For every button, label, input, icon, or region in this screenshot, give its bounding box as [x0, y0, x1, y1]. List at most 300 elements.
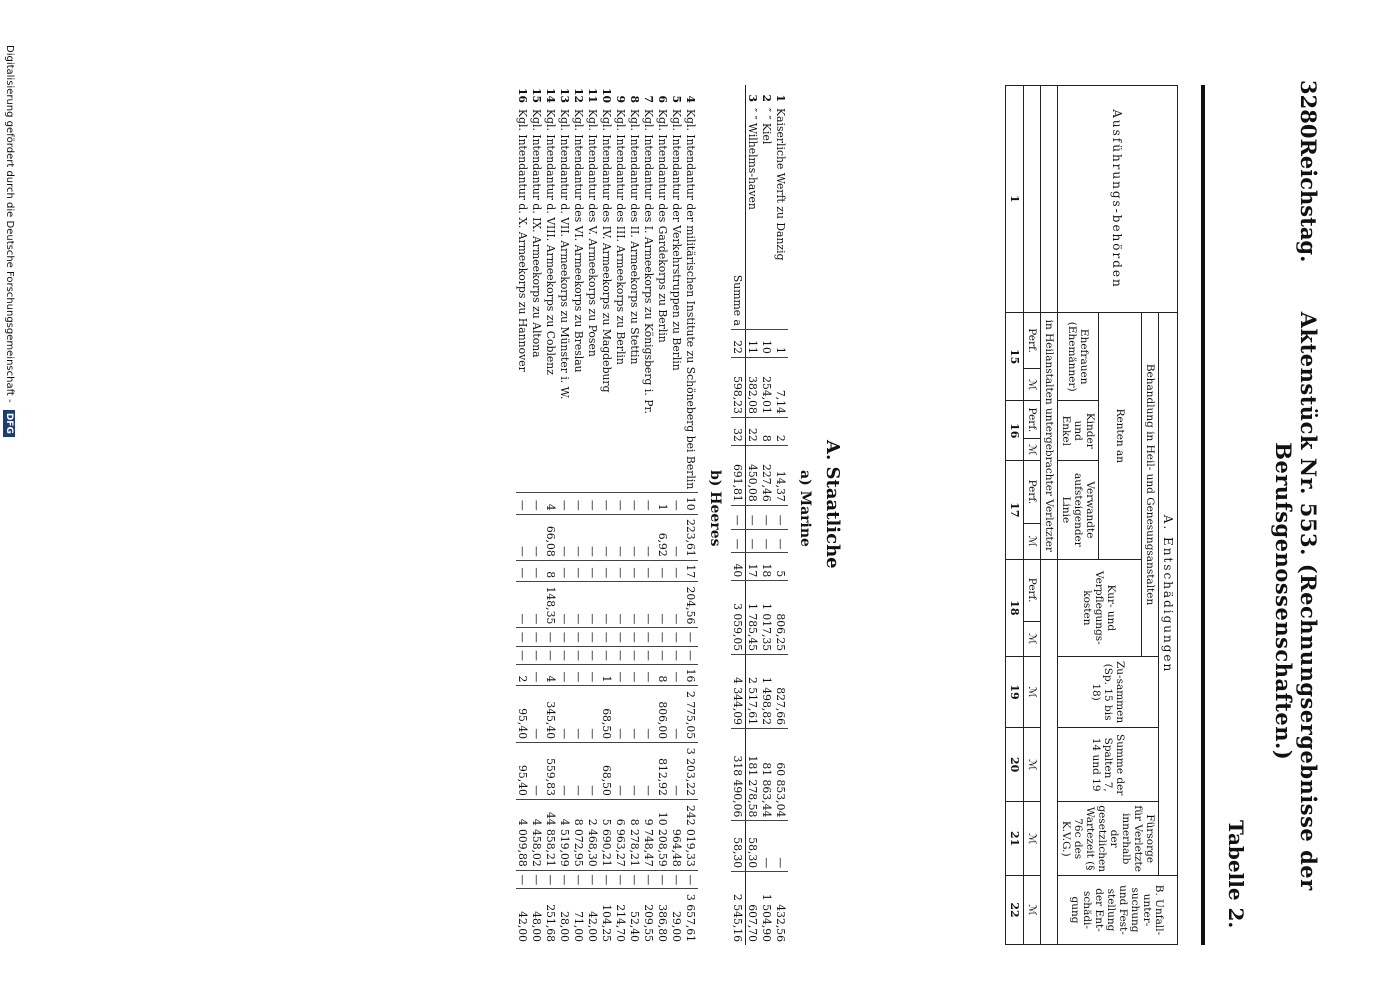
cell-c20: 4 519,09 [558, 799, 572, 870]
row-label: Kgl. Intendantur der Verkehrstruppen zu Berlin [670, 109, 684, 371]
cell-c18m: 95,40 [516, 686, 530, 743]
cell-c21: — [684, 870, 698, 888]
cell-c22: 251,68 [544, 889, 558, 945]
table-row [746, 85, 761, 945]
cell-c18p: — [614, 664, 628, 685]
cell-c16m: 227,46 [760, 445, 774, 505]
cell-c15m: 223,61 [684, 514, 698, 560]
cell-c15p: — [614, 493, 628, 514]
cell-c17p: — [614, 628, 628, 646]
table-row [760, 85, 774, 945]
cell-c17m: — [586, 646, 600, 664]
cell-c18p: 17 [746, 553, 761, 581]
table-row [530, 85, 544, 945]
heading-B-label: B. Unfall-unter-suchung und Fest-stellung der Ent-schädi-gung [1069, 884, 1166, 936]
cell-c20: 81 863,44 [760, 729, 774, 821]
cell-c16m: — [516, 582, 530, 628]
cell-c16p: 17 [684, 560, 698, 581]
cell-c16p: 8 [544, 560, 558, 581]
cell-c17p: — [760, 505, 774, 529]
row-label: Kgl. Intendantur des II. Armeekorps zu Stettin [628, 109, 642, 365]
row-number: 14 [544, 88, 558, 104]
heading-fuersorge [1058, 802, 1159, 876]
cell-c17p: — [774, 505, 788, 529]
row-label: Kgl. Intendantur des VI. Armeekorps zu Breslau [572, 109, 586, 373]
cell-c16p: — [586, 560, 600, 581]
cell-c15p: 1 [656, 493, 670, 514]
row-number: 4 [684, 95, 698, 104]
heading-kur-label: Kur- und Verpflegungs-kosten [1081, 571, 1118, 645]
cell-c15p: 10 [684, 493, 698, 514]
cell-c20: 4 009,88 [516, 799, 530, 870]
row-number: 9 [614, 95, 628, 104]
unit-spacer [1024, 86, 1041, 313]
cell-c16m: 148,35 [544, 582, 558, 628]
cell-c15m: — [558, 514, 572, 560]
cell-c18m: 1 785,45 [746, 581, 761, 655]
cell-c18m: — [572, 686, 586, 743]
cell-c16p: — [642, 560, 656, 581]
colnum-21: 21 [1006, 802, 1024, 876]
row-number: 6 [656, 95, 670, 104]
unit-pers-15: Perf. [1024, 313, 1041, 369]
cell-c16p: — [516, 560, 530, 581]
heer-rows [516, 85, 698, 945]
cell-c19: — [614, 743, 628, 800]
colnum-1: 1 [1006, 86, 1024, 313]
cell-c18p: — [572, 664, 586, 685]
row-label: Kgl. Intendantur der militärischen Institute zu Schöneberg bei Berlin [684, 109, 698, 490]
sum-cell-c18m: 3 059,05 [731, 581, 746, 655]
cell-c22: 432,56 [774, 872, 788, 945]
heading-kur [1058, 559, 1142, 656]
cell-c17p: — [642, 628, 656, 646]
colnum-18: 18 [1006, 559, 1024, 656]
cell-c21: — [628, 870, 642, 888]
cell-c19: 95,40 [516, 743, 530, 800]
cell-c17m: — [558, 646, 572, 664]
cell-c19: — [530, 743, 544, 800]
cell-c22: 3 657,61 [684, 889, 698, 945]
cell-c15p: — [558, 493, 572, 514]
table-row [684, 85, 698, 945]
cell-c17m: — [628, 646, 642, 664]
cell-c17p: — [558, 628, 572, 646]
heading-heilanstalten-label: in Heilanstalten untergebrachter Verletzter [1043, 319, 1055, 552]
heading-A-label: A. Entschädigungen [1161, 514, 1175, 674]
row-number: 11 [586, 88, 600, 104]
cell-c17p: — [600, 628, 614, 646]
table-row [558, 85, 572, 945]
cell-c19: — [642, 743, 656, 800]
cell-c21: — [642, 870, 656, 888]
cell-c17m: — [684, 646, 698, 664]
unit-mark-16: ℳ [1024, 439, 1041, 461]
cell-c19: 3 203,22 [684, 743, 698, 800]
cell-c15m: 7,14 [774, 357, 788, 417]
cell-c21: — [530, 870, 544, 888]
cell-c18p: — [628, 664, 642, 685]
cell-c20: 9 748,47 [642, 799, 656, 870]
cell-c16m: — [600, 582, 614, 628]
row-label: Kaiserliche Werft zu Danzig [774, 108, 788, 261]
cell-c17m: — [670, 646, 684, 664]
cell-c18p: 4 [544, 664, 558, 685]
cell-c20: 242 019,33 [684, 799, 698, 870]
cell-c15m: — [600, 514, 614, 560]
cell-c17p: — [516, 628, 530, 646]
row-number: 12 [572, 88, 586, 104]
cell-c15p: 11 [746, 330, 761, 358]
cell-c16m: — [530, 582, 544, 628]
cell-c22: 209,55 [642, 889, 656, 945]
table-row [628, 85, 642, 945]
sum-cell-c17m: — [731, 529, 746, 553]
cell-c19: 559,83 [544, 743, 558, 800]
cell-c16p: — [572, 560, 586, 581]
top-rule [1201, 85, 1205, 945]
unit-mark-21: ℳ [1024, 802, 1041, 876]
cell-c18m: — [670, 686, 684, 743]
cell-c15m: — [628, 514, 642, 560]
cell-c15p: — [586, 493, 600, 514]
cell-c20: 4 458,02 [530, 799, 544, 870]
row-number: 10 [600, 88, 614, 104]
cell-c22: 214,70 [614, 889, 628, 945]
table-row [572, 85, 586, 945]
cell-c22: 1 504,90 [760, 872, 774, 945]
colnum-19: 19 [1006, 657, 1024, 728]
cell-c17p: — [656, 628, 670, 646]
row-label: Kgl. Intendantur des IV. Armeekorps zu Magdeburg [600, 109, 614, 393]
heer-table [516, 85, 698, 945]
table-header [1005, 85, 1178, 945]
heading-zusammen-label: Zu-sammen (Sp. 15 bis 18) [1090, 660, 1126, 724]
cell-c15p: — [572, 493, 586, 514]
unit-pers-18: Perf. [1024, 559, 1041, 621]
cell-c18p: — [670, 664, 684, 685]
cell-c18m: 806,00 [656, 686, 670, 743]
cell-c15m: — [530, 514, 544, 560]
cell-c22: 42,00 [586, 889, 600, 945]
sum-cell-c15p: 22 [731, 330, 746, 358]
sum-cell-c17p: — [731, 505, 746, 529]
row-number: 1 [774, 94, 788, 102]
cell-c18m: — [642, 686, 656, 743]
row-label: Kgl. Intendantur des Gardekorps zu Berlin [656, 109, 670, 343]
cell-c15m: 254,01 [760, 357, 774, 417]
cell-c20: 964,48 [670, 799, 684, 870]
sum-spacer [731, 85, 746, 105]
row-number: 3 [746, 94, 760, 102]
cell-c19: — [572, 743, 586, 800]
cell-c16m: — [572, 582, 586, 628]
heading-A [1159, 313, 1178, 876]
col-behoerden [1058, 86, 1178, 313]
cell-c22: 28,00 [558, 889, 572, 945]
cell-c16p: — [628, 560, 642, 581]
heading-heilanstalten [1041, 313, 1058, 560]
cell-c15m: 6,92 [656, 514, 670, 560]
cell-c15p: — [530, 493, 544, 514]
cell-c19: — [628, 743, 642, 800]
heading-summe [1058, 728, 1159, 802]
marine-rows [731, 85, 788, 945]
sum-row [731, 85, 746, 945]
cell-c18p: 5 [774, 553, 788, 581]
cell-c21: — [600, 870, 614, 888]
cell-c19: 827,66 [774, 655, 788, 729]
cell-c20: 8 072,95 [572, 799, 586, 870]
cell-c21: — [670, 870, 684, 888]
row-number: 2 [760, 94, 774, 102]
cell-c15m: — [516, 514, 530, 560]
cell-c22: 386,80 [656, 889, 670, 945]
cell-c18p: 16 [684, 664, 698, 685]
heading-kinder [1058, 401, 1099, 461]
cell-c18m: 1 017,35 [760, 581, 774, 655]
cell-c15p: — [516, 493, 530, 514]
page-number: 3280 [1296, 80, 1321, 139]
cell-c22: 52,40 [628, 889, 642, 945]
cell-c20: 60 853,04 [774, 729, 788, 821]
cell-c17p: — [572, 628, 586, 646]
cell-c16p: 22 [746, 417, 761, 445]
cell-c18m: 68,50 [600, 686, 614, 743]
heading-renten [1099, 313, 1142, 560]
cell-c17m: — [746, 529, 761, 553]
cell-c19: 812,92 [656, 743, 670, 800]
cell-c15m: 66,08 [544, 514, 558, 560]
section-title: A. Staatliche [822, 440, 843, 569]
heading-renten-label: Renten an [1114, 408, 1126, 464]
cell-c15m: — [586, 514, 600, 560]
cell-c21: — [544, 870, 558, 888]
marine-table [731, 85, 788, 945]
cell-c16m: — [656, 582, 670, 628]
table-row [614, 85, 628, 945]
cell-c18m: 2 775,05 [684, 686, 698, 743]
table-row [600, 85, 614, 945]
heading-verwandte-label: Verwandte aufsteigender Linie [1060, 473, 1096, 547]
cell-c15p: — [628, 493, 642, 514]
col-behoerden-label: Ausführungs-behörden [1110, 109, 1125, 289]
cell-c21: — [614, 870, 628, 888]
row-number: 7 [642, 95, 656, 104]
cell-c19: — [558, 743, 572, 800]
cell-c17p: — [746, 505, 761, 529]
row-label: Kgl. Intendantur des V. Armeekorps zu Posen [586, 109, 600, 357]
cell-c18p: — [558, 664, 572, 685]
cell-c16p: — [614, 560, 628, 581]
cell-c22: 42,00 [516, 889, 530, 945]
heading-zusammen [1058, 657, 1159, 728]
cell-c15p: — [600, 493, 614, 514]
cell-c15m: 382,08 [746, 357, 761, 417]
table-row [544, 85, 558, 945]
heading-spacer-right [1041, 559, 1058, 944]
unit-mark-15: ℳ [1024, 369, 1041, 401]
heading-kinder-label: Kinder und Enkel [1060, 412, 1096, 449]
cell-c18m: — [614, 686, 628, 743]
cell-c21: — [760, 821, 774, 872]
cell-c15p: 1 [774, 330, 788, 358]
cell-c16m: — [628, 582, 642, 628]
cell-c17m: — [600, 646, 614, 664]
row-label: Kgl. Intendantur d. X. Armeekorps zu Hannover [516, 109, 530, 372]
unit-mark-18: ℳ [1024, 621, 1041, 657]
row-label: Kgl. Intendantur d. VII. Armeekorps zu Münster i. W. [558, 109, 572, 400]
cell-c17m: — [572, 646, 586, 664]
page-title-main: Aktenstück Nr. 553. [1296, 311, 1321, 556]
cell-c16m: 450,08 [746, 445, 761, 505]
table-row [586, 85, 600, 945]
row-label: Kgl. Intendantur d. VIII. Armeekorps zu Coblenz [544, 109, 558, 375]
cell-c20: 8 278,21 [628, 799, 642, 870]
row-number: 8 [628, 95, 642, 104]
cell-c17m: — [544, 646, 558, 664]
cell-c16m: — [670, 582, 684, 628]
cell-c16p: 8 [760, 417, 774, 445]
table-row [516, 85, 530, 945]
cell-c18m: — [586, 686, 600, 743]
cell-c16m: — [558, 582, 572, 628]
sum-cell-c22: 2 545,16 [731, 872, 746, 945]
row-label: ″ ″ Wilhelms-haven [746, 108, 760, 210]
footer-credit [3, 45, 15, 437]
cell-c16m: — [586, 582, 600, 628]
cell-c16p: 2 [774, 417, 788, 445]
cell-c16p: — [656, 560, 670, 581]
cell-c15m: — [614, 514, 628, 560]
cell-c17p: — [628, 628, 642, 646]
section-sub-a: a) Marine [797, 470, 813, 547]
page-title-sub: (Rechnungsergebnisse der Berufsgenossenschaften.) [1271, 442, 1321, 891]
cell-c18p: 2 [516, 664, 530, 685]
cell-c16m: 14,37 [774, 445, 788, 505]
heading-spacer [1041, 86, 1058, 313]
page-title [1271, 262, 1321, 940]
cell-c21: — [572, 870, 586, 888]
cell-c17m: — [530, 646, 544, 664]
row-number: 16 [516, 88, 530, 104]
cell-c20: 5 690,21 [600, 799, 614, 870]
cell-c16m: — [642, 582, 656, 628]
cell-c16p: — [558, 560, 572, 581]
cell-c17p: — [530, 628, 544, 646]
unit-mark-17: ℳ [1024, 523, 1041, 559]
cell-c19: 2 517,61 [746, 655, 761, 729]
cell-c18m: 345,40 [544, 686, 558, 743]
unit-pers-16: Perf. [1024, 401, 1041, 439]
colnum-22: 22 [1006, 876, 1024, 945]
cell-c20: 6 963,27 [614, 799, 628, 870]
sum-cell-c16m: 691,81 [731, 445, 746, 505]
heading-B [1058, 876, 1178, 945]
cell-c18p: — [642, 664, 656, 685]
cell-c15p: 4 [544, 493, 558, 514]
cell-c17p: — [670, 628, 684, 646]
heading-behandlung-label: Behandlung in Heil- und Genesungsanstalten [1144, 363, 1156, 606]
cell-c18m: — [530, 686, 544, 743]
cell-c16m: 204,56 [684, 582, 698, 628]
colnum-20: 20 [1006, 728, 1024, 802]
cell-c17p: — [586, 628, 600, 646]
cell-c20: 44 858,21 [544, 799, 558, 870]
cell-c18m: — [628, 686, 642, 743]
heading-verwandte [1058, 461, 1099, 560]
cell-c15p: 10 [760, 330, 774, 358]
row-number: 13 [558, 88, 572, 104]
cell-c17p: — [544, 628, 558, 646]
cell-c15m: — [670, 514, 684, 560]
cell-c21: — [774, 821, 788, 872]
cell-c19: — [586, 743, 600, 800]
cell-c18p: 8 [656, 664, 670, 685]
cell-c16p: — [600, 560, 614, 581]
sum-cell-c21: 58,30 [731, 821, 746, 872]
heading-ehefrauen [1058, 313, 1099, 401]
cell-c21: — [516, 870, 530, 888]
cell-c22: 71,00 [572, 889, 586, 945]
section-sub-b: b) Heeres [707, 470, 723, 547]
cell-c16m: — [614, 582, 628, 628]
cell-c15p: — [642, 493, 656, 514]
unit-mark-22: ℳ [1024, 876, 1041, 945]
table-row [656, 85, 670, 945]
heading-behandlung [1142, 313, 1159, 657]
cell-c20: 2 468,30 [586, 799, 600, 870]
sum-cell-c15m: 598,23 [731, 357, 746, 417]
sum-cell-c16p: 32 [731, 417, 746, 445]
row-label: Kgl. Intendantur des I. Armeekorps zu Königsberg i. Pr. [642, 109, 656, 414]
sum-cell-c18p: 40 [731, 553, 746, 581]
cell-c19: 1 498,82 [760, 655, 774, 729]
sum-label: Summe a [731, 105, 746, 330]
table-row [670, 85, 684, 945]
colnum-17: 17 [1006, 461, 1024, 560]
cell-c21: — [656, 870, 670, 888]
table-row [774, 85, 788, 945]
row-label: Kgl. Intendantur d. IX. Armeekorps zu Altona [530, 109, 544, 358]
heading-fuersorge-label: Fürsorge für Verletzte innerhalb der gesetzlichen Wartezeit (§ 76c des K.V.G.) [1060, 805, 1156, 872]
colnum-15: 15 [1006, 313, 1024, 401]
cell-c18p: 1 [600, 664, 614, 685]
cell-c20: 181 278,58 [746, 729, 761, 821]
cell-c22: 607,70 [746, 872, 761, 945]
table-row [642, 85, 656, 945]
footer-credit-text: Digitalisierung gefördert durch die Deutsche Forschungsgemeinschaft - [4, 45, 15, 403]
cell-c16p: — [670, 560, 684, 581]
sum-cell-c19: 4 344,09 [731, 655, 746, 729]
cell-c19: — [670, 743, 684, 800]
cell-c17m: — [760, 529, 774, 553]
cell-c18m: — [558, 686, 572, 743]
cell-c17m: — [656, 646, 670, 664]
cell-c15p: — [670, 493, 684, 514]
cell-c18p: — [530, 664, 544, 685]
cell-c17m: — [516, 646, 530, 664]
cell-c21: — [558, 870, 572, 888]
cell-c21: — [586, 870, 600, 888]
cell-c22: 29,00 [670, 889, 684, 945]
cell-c20: 10 208,59 [656, 799, 670, 870]
cell-c17m: — [774, 529, 788, 553]
page-header [1271, 80, 1321, 940]
cell-c18p: 18 [760, 553, 774, 581]
colnum-16: 16 [1006, 401, 1024, 461]
dfg-logo: DFG [3, 410, 15, 437]
